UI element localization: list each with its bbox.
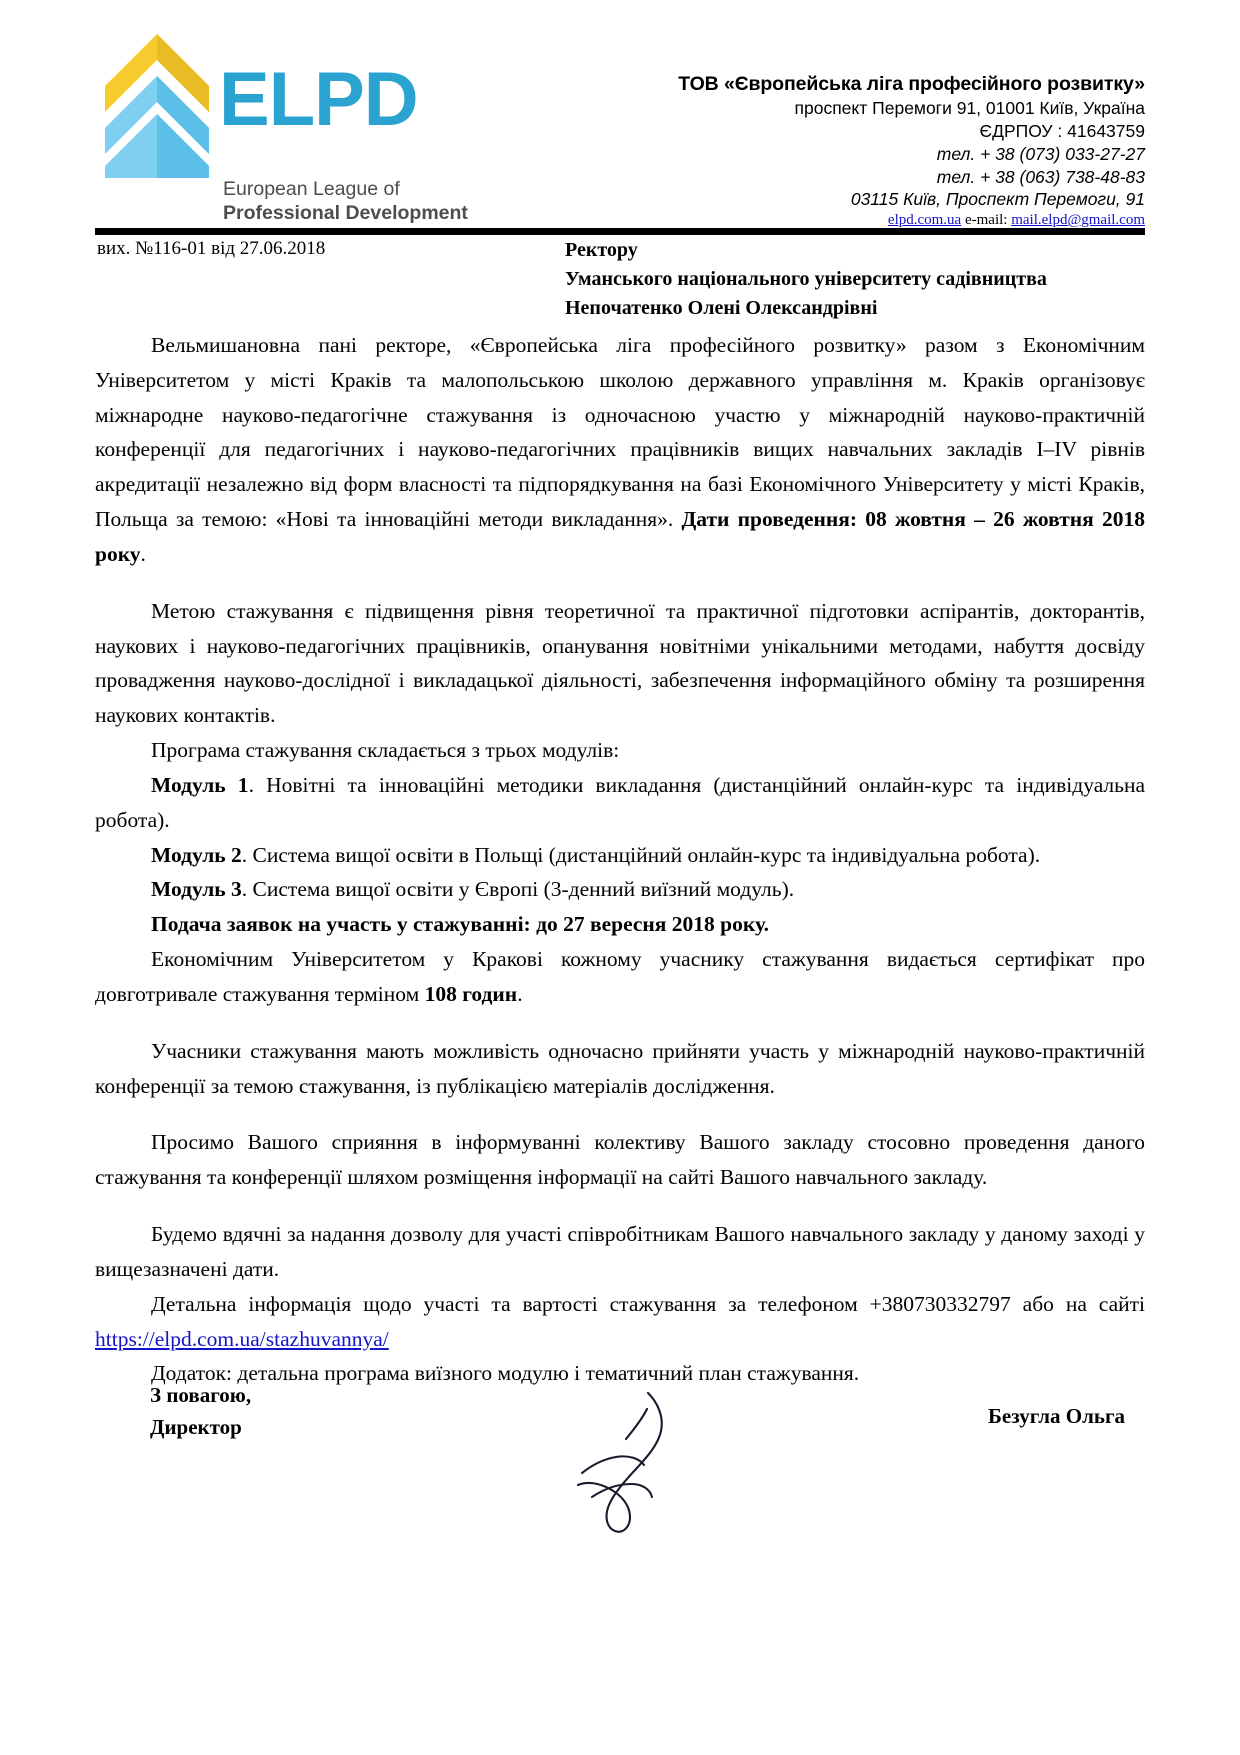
letter-body [95, 328, 1145, 1391]
module-1 [95, 768, 1145, 838]
company-address: проспект Перемоги 91, 01001 Київ, Україна [794, 98, 1145, 119]
module-2 [95, 838, 1145, 873]
paragraph-certificate-end: . [517, 981, 523, 1006]
paragraph-request-info: Просимо Вашого сприяння в інформуванні колективу Вашого закладу стосовно проведення даного стажування та конференції шляхом розміщення інформації на сайті Вашого навчального закладу. [95, 1130, 1145, 1190]
outgoing-reference: вих. №116-01 від 27.06.2018 [97, 238, 326, 259]
internship-dates: Дати проведення: 08 жовтня – 26 жовтня 2018 року [95, 507, 1146, 566]
signature-left [95, 1380, 251, 1443]
contact-info [505, 28, 1145, 231]
module-3 [95, 872, 1145, 907]
paragraph-purpose: Метою стажування є підвищення рівня теоретичної та практичної підготовки аспірантів, докторантів, наукових і науково-педагогічних працівників, опанування новітніми унікальними методами, набуття досвіду провадження науково-дослідної і викладацької діяльності, забезпечення інформаційного обміну та розширення наукових контактів. [95, 598, 1145, 728]
email-label: e-mail: [964, 212, 1008, 229]
paragraph-certificate-text: Економічним Університетом у Кракові кожному учаснику стажування видається сертифікат про довготривале стажування терміном [95, 947, 1145, 1006]
paragraph-permission: Будемо вдячні за надання дозволу для участі співробітникам Вашого навчального закладу у даному заході у вищезазначені дати. [95, 1222, 1145, 1281]
logo-tagline [223, 178, 468, 226]
company-name: ТОВ «Європейська ліга професійного розвитку» [678, 73, 1145, 95]
company-phone-2: тел. + 38 (063) 738-48-83 [936, 166, 1145, 187]
paragraph-contact-text: Детальна інформація щодо участі та вартості стажування за телефоном +380730332797 або на сайті [151, 1291, 1145, 1316]
logo-tagline-line1: European League of [223, 178, 400, 200]
paragraph-program-lead: Програма стажування складається з трьох модулів: [151, 738, 620, 763]
handwritten-signature-icon [530, 1385, 750, 1555]
header-divider-rule [95, 228, 1145, 235]
letterhead [95, 28, 1145, 231]
application-deadline-text: Подача заявок на участь у стажуванні: до 27 вересня 2018 року. [151, 912, 769, 937]
logo-tagline-line2: Professional Development [223, 201, 468, 224]
certificate-hours: 108 годин [424, 981, 518, 1006]
signature-regards: З повагою, [150, 1383, 252, 1407]
signature-position: Директор [150, 1414, 242, 1439]
paragraph-intro [95, 328, 1145, 572]
module-1-label: Модуль 1 [151, 772, 249, 797]
module-2-label: Модуль 2 [151, 842, 242, 867]
logo-wordmark: ELPD [219, 57, 418, 142]
company-website-link[interactable]: elpd.com.ua [887, 212, 962, 229]
paragraph-conference: Учасники стажування мають можливість одночасно прийняти участь у міжнародній науково-практичній конференції за темою стажування, із публікацією матеріалів дослідження. [95, 1038, 1145, 1098]
company-phone-1: тел. + 38 (073) 033-27-27 [936, 143, 1145, 164]
paragraph-intro-text: Вельмишановна пані ректоре, «Європейська ліга професійного розвитку» разом з Економічним Університетом у місті Краків та малопольською школою державного управління м. Краків організовує міжнародне науково-педагогічне стажування із одночасною участю у міжнародній науково-практичній конференції для педагогічних і науково-педагогічних працівників вищих навчальних закладів I–IV рівнів акредитації незалежно від форм власності та підпорядкування на базі Економічного Університету у місті Краків, Польща за темою: «Нові та інноваційні методи викладання». [95, 333, 1145, 532]
paragraph-attachment: Додаток: детальна програма виїзного модулю і тематичний план стажування. [151, 1361, 860, 1386]
addressee-block [565, 236, 1047, 323]
module-3-text: . Система вищої освіти у Європі (3-денний виїзний модуль). [241, 877, 795, 902]
module-1-text: . Новітні та інноваційні методики викладання (дистанційний онлайн-курс та індивідуальна робота). [95, 772, 1146, 832]
module-2-text: . Система вищої освіти в Польщі (дистанційний онлайн-курс та індивідуальна робота). [241, 842, 1041, 867]
addressee-name: Непочатенко Олені Олександрівні [565, 297, 878, 319]
paragraph-intro-end: . [140, 541, 146, 566]
paragraph-certificate [95, 942, 1145, 1012]
company-edrpou: ЄДРПОУ : 41643759 [979, 121, 1145, 142]
signature-name: Безугла Ольга [988, 1404, 1125, 1428]
company-email-link[interactable]: mail.elpd@gmail.com [1011, 212, 1145, 229]
company-logo [95, 28, 468, 226]
module-3-label: Модуль 3 [151, 877, 242, 902]
paragraph-contact [95, 1287, 1145, 1357]
company-address-2: 03115 Київ, Проспект Перемоги, 91 [850, 189, 1145, 210]
addressee-title: Ректору [565, 239, 638, 261]
stazhuvannya-link[interactable]: https://elpd.com.ua/stazhuvannya/ [95, 1326, 389, 1351]
addressee-organization: Уманського національного університету садівництва [565, 268, 1047, 290]
application-deadline [95, 907, 1145, 942]
elpd-chevron-house-logo-icon [103, 28, 211, 176]
logo-top-row [103, 28, 418, 176]
